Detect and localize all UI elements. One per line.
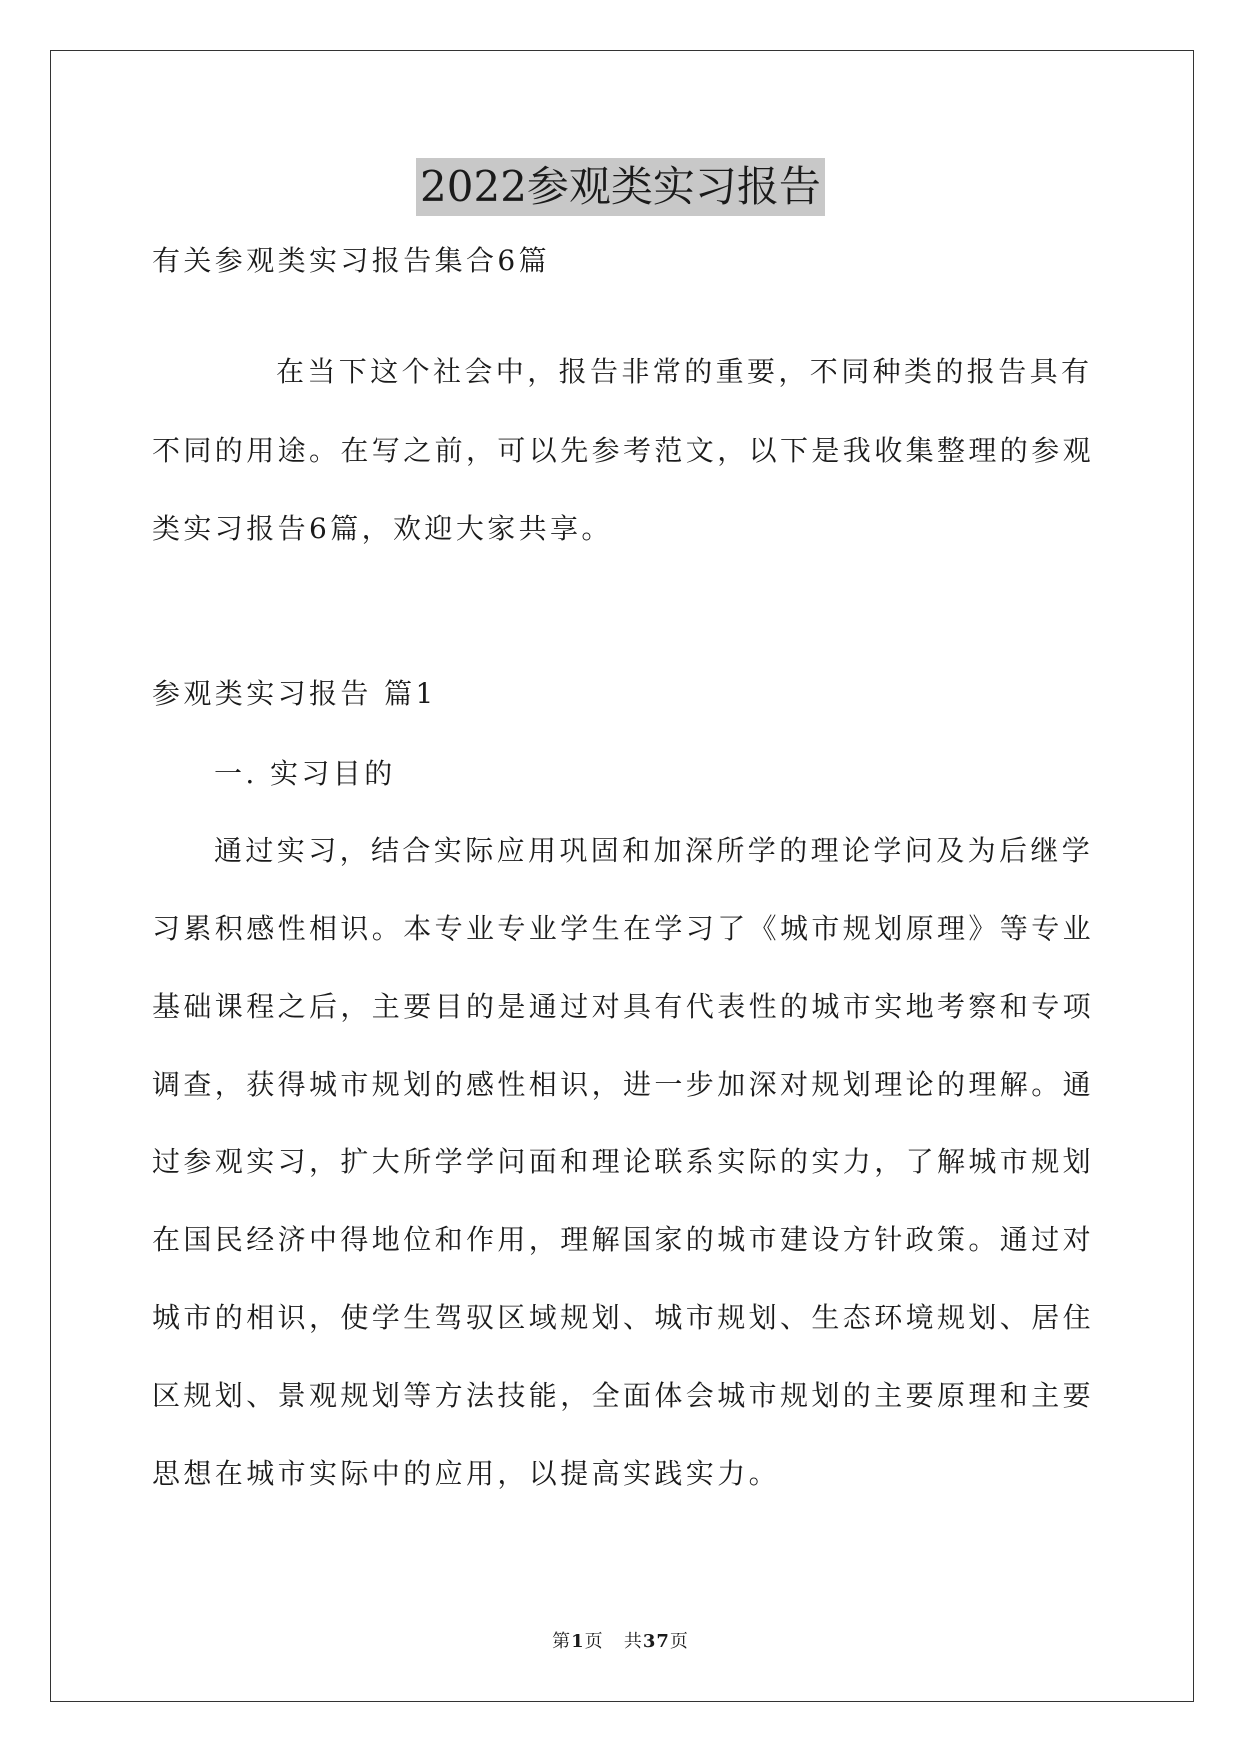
body-line: 过参观实习，扩大所学学问面和理论联系实际的实力，了解城市规划 [152, 1145, 1095, 1178]
body-line: 思想在城市实际中的应用，以提高实践实力。 [152, 1457, 781, 1490]
subsection-heading: 一. 实习目的 [214, 757, 396, 790]
footer-total-prefix: 共 [623, 1631, 643, 1652]
footer-total-suffix: 页 [669, 1631, 689, 1652]
footer-page-prefix: 第 [552, 1631, 572, 1652]
footer-page-suffix: 页 [584, 1631, 604, 1652]
page-border [50, 50, 1194, 1702]
intro-line-2: 不同的用途。在写之前，可以先参考范文，以下是我收集整理的参观 [152, 434, 1095, 467]
body-line: 基础课程之后，主要目的是通过对具有代表性的城市实地考察和专项 [152, 990, 1095, 1023]
section-heading: 参观类实习报告 篇1 [152, 677, 437, 710]
body-line: 习累积感性相识。本专业专业学生在学习了《城市规划原理》等专业 [152, 912, 1095, 945]
intro-line-3: 类实习报告6篇，欢迎大家共享。 [152, 512, 613, 545]
body-line: 在国民经济中得地位和作用，理解国家的城市建设方针政策。通过对 [152, 1223, 1095, 1256]
footer-page-number: 1 [571, 1631, 585, 1652]
footer-total-number: 37 [642, 1631, 670, 1652]
body-line: 通过实习，结合实际应用巩固和加深所学的理论学问及为后继学 [214, 834, 1094, 867]
body-line: 调查，获得城市规划的感性相识，进一步加深对规划理论的理解。通 [152, 1068, 1095, 1101]
page-footer [0, 1630, 1241, 1654]
intro-line-1: 在当下这个社会中，报告非常的重要，不同种类的报告具有 [276, 355, 1093, 388]
body-line: 城市的相识，使学生驾驭区域规划、城市规划、生态环境规划、居住 [152, 1301, 1095, 1334]
title-container [0, 158, 1241, 216]
document-title: 2022参观类实习报告 [416, 158, 825, 216]
body-line: 区规划、景观规划等方法技能，全面体会城市规划的主要原理和主要 [152, 1379, 1095, 1412]
subtitle: 有关参观类实习报告集合6篇 [152, 244, 551, 277]
